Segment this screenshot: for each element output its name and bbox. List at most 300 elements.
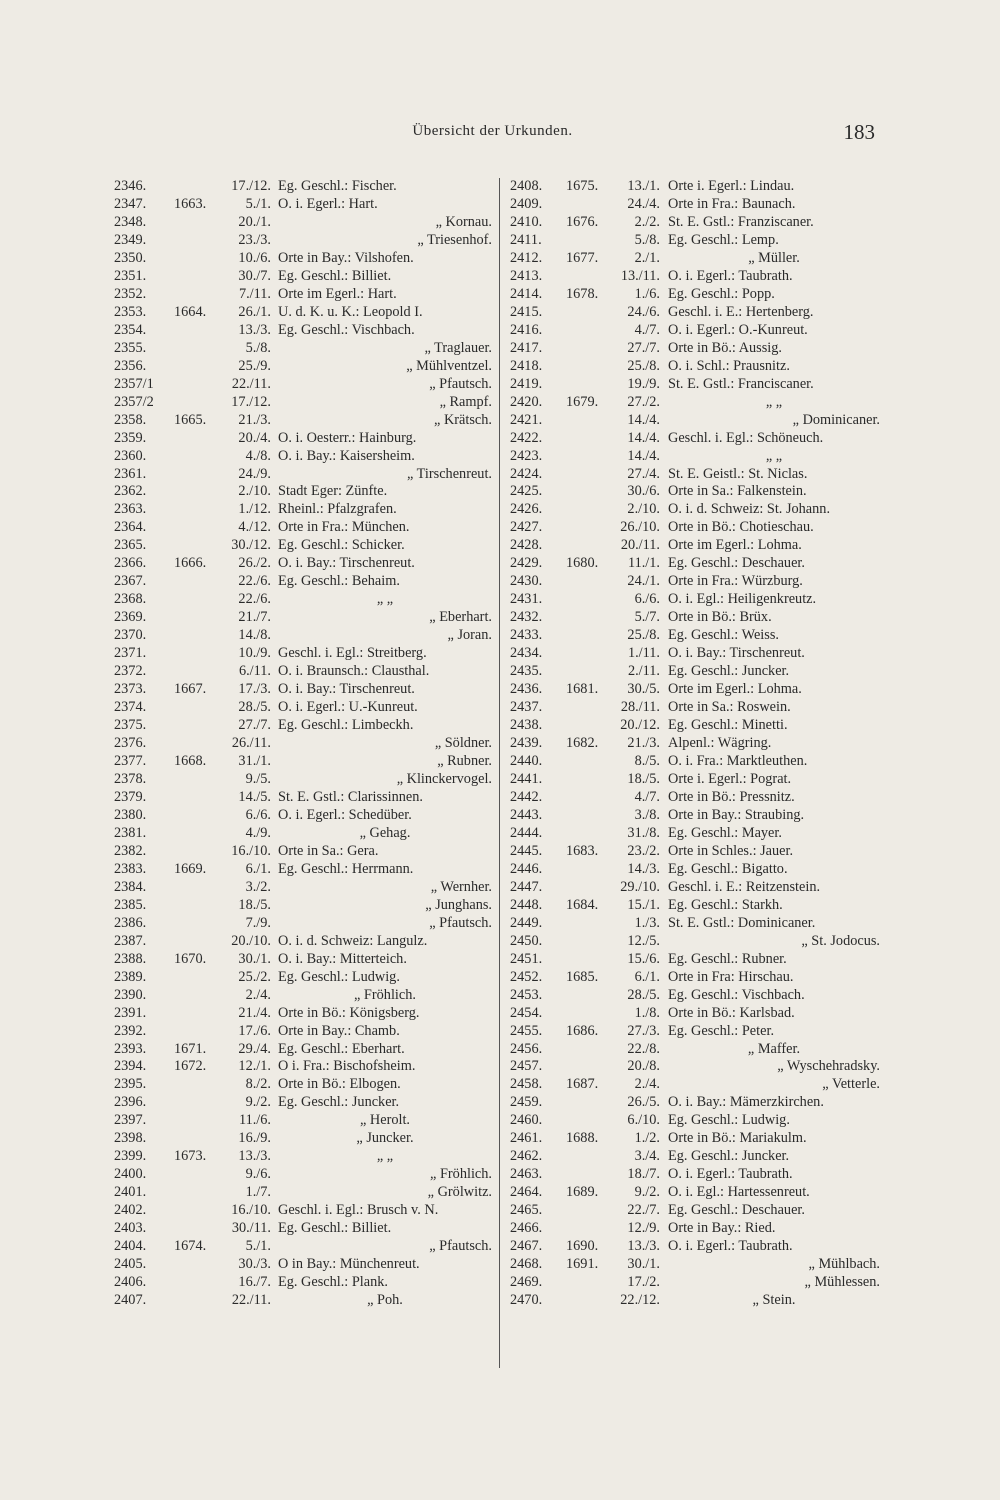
entry-date: 13./3. bbox=[627, 1238, 660, 1255]
entry-text: Eg. Geschl.: Vischbach. bbox=[278, 321, 415, 338]
document-entry-row bbox=[510, 394, 880, 412]
entry-text: Orte in Fra.: Würzburg. bbox=[668, 573, 803, 590]
entry-text: Orte in Sa.: Falkenstein. bbox=[668, 483, 807, 500]
document-entry-row bbox=[510, 1130, 880, 1148]
document-entry-row bbox=[114, 735, 492, 753]
document-entry-row bbox=[510, 969, 880, 987]
entry-number: 2377. bbox=[114, 753, 147, 769]
entry-number: 2374. bbox=[114, 699, 147, 716]
entry-text: „ Klinckervogel. bbox=[396, 770, 492, 787]
entry-year: 1672. bbox=[174, 1058, 207, 1075]
entry-text: O. i. Egerl.: Taubrath. bbox=[668, 267, 793, 284]
entry-number: 2402. bbox=[114, 1202, 147, 1219]
entry-number: 2438. bbox=[510, 717, 543, 734]
entry-date: 25./2. bbox=[238, 968, 271, 985]
entry-number: 2368. bbox=[114, 591, 147, 608]
entry-date: 26./5. bbox=[627, 1094, 660, 1111]
entry-number: 2420. bbox=[510, 393, 543, 410]
entry-number: 2436. bbox=[510, 681, 543, 698]
entry-number: 2424. bbox=[510, 465, 543, 482]
entry-number: 2358. bbox=[114, 411, 147, 428]
entry-date: 27./3. bbox=[627, 1022, 660, 1039]
entry-number: 2469. bbox=[510, 1274, 543, 1291]
document-entry-row bbox=[114, 1220, 492, 1238]
document-entry-row bbox=[114, 1148, 492, 1166]
entry-date: 1./2. bbox=[634, 1130, 660, 1147]
entry-text: Eg. Geschl.: Popp. bbox=[668, 285, 775, 302]
document-entry-row bbox=[114, 1274, 492, 1292]
entry-number: 2356. bbox=[114, 357, 147, 374]
document-entry-row bbox=[114, 286, 492, 304]
entry-year: 1675. bbox=[566, 178, 599, 194]
document-entry-row bbox=[510, 717, 880, 735]
entry-date: 1./7. bbox=[245, 1184, 271, 1201]
entry-text: Orte in Bö.: Brüx. bbox=[668, 609, 772, 626]
entry-number: 2382. bbox=[114, 842, 147, 859]
entry-date: 2./4. bbox=[245, 986, 271, 1003]
entry-date: 18./7. bbox=[627, 1166, 660, 1183]
document-entry-row bbox=[510, 466, 880, 484]
entry-date: 25./8. bbox=[627, 357, 660, 374]
entry-date: 1./8. bbox=[634, 1004, 660, 1021]
entry-text: Eg. Geschl.: Ludwig. bbox=[668, 1112, 790, 1129]
entry-text: Orte in Bö.: Pressnitz. bbox=[668, 788, 795, 805]
entry-number: 2423. bbox=[510, 447, 543, 464]
entry-date: 24./9. bbox=[238, 465, 271, 482]
document-entry-row bbox=[510, 1023, 880, 1041]
entry-text: „ Joran. bbox=[447, 627, 492, 644]
document-entry-row bbox=[510, 340, 880, 358]
entry-text: Orte im Egerl.: Lohma. bbox=[668, 537, 802, 554]
entry-date: 4./8. bbox=[245, 447, 271, 464]
entry-year: 1669. bbox=[174, 860, 207, 877]
document-entry-row bbox=[510, 609, 880, 627]
document-entry-row bbox=[114, 268, 492, 286]
entry-number: 2355. bbox=[114, 339, 147, 356]
document-entry-row bbox=[114, 753, 492, 771]
entry-year: 1684. bbox=[566, 896, 599, 913]
entry-number: 2384. bbox=[114, 878, 147, 895]
entry-text: St. E. Gstl.: Franciscaner. bbox=[668, 375, 814, 392]
entry-text: „ Traglauer. bbox=[424, 339, 492, 356]
entry-year: 1679. bbox=[566, 393, 599, 410]
entry-date: 30./3. bbox=[238, 1256, 271, 1273]
document-entry-row bbox=[114, 663, 492, 681]
document-entry-row bbox=[510, 1166, 880, 1184]
entry-number: 2441. bbox=[510, 770, 543, 787]
entry-number: 2462. bbox=[510, 1148, 543, 1165]
entry-date: 31./8. bbox=[627, 824, 660, 841]
entry-number: 2448. bbox=[510, 896, 543, 913]
entry-number: 2431. bbox=[510, 591, 543, 608]
entry-text: Orte in Bö.: Karlsbad. bbox=[668, 1004, 795, 1021]
entry-text: Eg. Geschl.: Schicker. bbox=[278, 537, 405, 554]
entry-text: Eg. Geschl.: Juncker. bbox=[668, 1148, 790, 1165]
entry-year: 1673. bbox=[174, 1148, 207, 1165]
entry-number: 2460. bbox=[510, 1112, 543, 1129]
document-entry-row bbox=[114, 861, 492, 879]
entry-year: 1685. bbox=[566, 968, 599, 985]
entry-text: Orte in Bö.: Mariakulm. bbox=[668, 1130, 807, 1147]
entry-number: 2426. bbox=[510, 501, 543, 518]
entry-date: 20./8. bbox=[627, 1058, 660, 1075]
document-entry-row bbox=[510, 1058, 880, 1076]
entry-text: Eg. Geschl.: Rubner. bbox=[668, 950, 787, 967]
entry-year: 1688. bbox=[566, 1130, 599, 1147]
entry-text: „ Pfautsch. bbox=[429, 1238, 492, 1255]
entry-date: 13./3. bbox=[238, 321, 271, 338]
entry-text: Eg. Geschl.: Starkh. bbox=[668, 896, 783, 913]
document-entry-row bbox=[114, 1202, 492, 1220]
running-head: Übersicht der Urkunden. bbox=[412, 123, 573, 139]
entry-text: U. d. K. u. K.: Leopold I. bbox=[278, 303, 423, 320]
document-entry-row bbox=[510, 555, 880, 573]
entry-text: „ Juncker. bbox=[356, 1130, 414, 1147]
entry-date: 4./9. bbox=[245, 824, 271, 841]
entry-text: Alpenl.: Wägring. bbox=[668, 735, 772, 752]
document-entry-row bbox=[510, 897, 880, 915]
document-entry-row bbox=[510, 735, 880, 753]
entry-text: „ Gehag. bbox=[359, 824, 411, 841]
entry-text: O. i. Bay.: Mämerzkirchen. bbox=[668, 1094, 824, 1111]
entry-date: 8./2. bbox=[245, 1076, 271, 1093]
entry-number: 2386. bbox=[114, 914, 147, 931]
entry-number: 2373. bbox=[114, 681, 147, 698]
document-entry-row bbox=[114, 1184, 492, 1202]
document-entry-row bbox=[114, 412, 492, 430]
entry-date: 21./4. bbox=[238, 1004, 271, 1021]
entry-number: 2428. bbox=[510, 537, 543, 554]
document-entry-row bbox=[510, 214, 880, 232]
entry-date: 30./7. bbox=[238, 267, 271, 284]
entry-number: 2391. bbox=[114, 1004, 147, 1021]
entry-number: 2465. bbox=[510, 1202, 543, 1219]
entry-date: 2./11. bbox=[627, 663, 660, 680]
entry-date: 5./8. bbox=[634, 231, 660, 248]
document-entry-row bbox=[114, 987, 492, 1005]
entry-number: 2422. bbox=[510, 429, 543, 446]
entry-date: 22./8. bbox=[627, 1040, 660, 1057]
entry-date: 27./2. bbox=[627, 393, 660, 410]
entry-number: 2376. bbox=[114, 735, 147, 752]
document-entry-row bbox=[510, 196, 880, 214]
document-entry-row bbox=[510, 1112, 880, 1130]
entry-date: 14./5. bbox=[238, 788, 271, 805]
entry-number: 2378. bbox=[114, 770, 147, 787]
entry-date: 9./6. bbox=[245, 1166, 271, 1183]
document-entry-row bbox=[510, 987, 880, 1005]
entry-number: 2412. bbox=[510, 249, 543, 266]
document-entry-row bbox=[510, 933, 880, 951]
entry-date: 30./1. bbox=[627, 1256, 660, 1273]
entry-number: 2393. bbox=[114, 1040, 147, 1057]
entry-number: 2440. bbox=[510, 753, 543, 769]
entry-year: 1682. bbox=[566, 735, 599, 752]
document-entry-row bbox=[510, 232, 880, 250]
entry-number: 2366. bbox=[114, 555, 147, 572]
entry-date: 25./9. bbox=[238, 357, 271, 374]
entry-year: 1665. bbox=[174, 411, 207, 428]
entry-text: O. i. Egerl.: U.-Kunreut. bbox=[278, 699, 418, 716]
entry-text: Geschl. i. Egl.: Streitberg. bbox=[278, 645, 427, 662]
entry-number: 2419. bbox=[510, 375, 543, 392]
entry-date: 15./6. bbox=[627, 950, 660, 967]
document-entry-row bbox=[510, 915, 880, 933]
document-entry-row bbox=[114, 609, 492, 627]
entry-date: 27./7. bbox=[627, 339, 660, 356]
entry-text: „ Fröhlich. bbox=[430, 1166, 492, 1183]
entry-text: Orte in Bö.: Elbogen. bbox=[278, 1076, 401, 1093]
document-entry-row bbox=[510, 627, 880, 645]
entry-date: 3./8. bbox=[634, 806, 660, 823]
entry-text: „ Pfautsch. bbox=[429, 914, 492, 931]
entry-text: „ Fröhlich. bbox=[354, 986, 416, 1003]
entry-text: „ Rampf. bbox=[439, 393, 492, 410]
entry-number: 2459. bbox=[510, 1094, 543, 1111]
entry-year: 1671. bbox=[174, 1040, 207, 1057]
entry-number: 2392. bbox=[114, 1022, 147, 1039]
entry-date: 20./4. bbox=[238, 429, 271, 446]
entry-number: 2372. bbox=[114, 663, 147, 680]
entry-text: „ Tirschenreut. bbox=[407, 465, 492, 482]
entry-date: 6./6. bbox=[245, 806, 271, 823]
entry-number: 2464. bbox=[510, 1184, 543, 1201]
entry-date: 9./2. bbox=[634, 1184, 660, 1201]
entry-text: Orte in Bö.: Aussig. bbox=[668, 339, 782, 356]
entry-text: Eg. Geschl.: Billiet. bbox=[278, 1220, 392, 1237]
entry-date: 20./1. bbox=[238, 213, 271, 230]
entry-year: 1686. bbox=[566, 1022, 599, 1039]
document-entry-row bbox=[114, 1130, 492, 1148]
entry-date: 20./11. bbox=[620, 537, 660, 554]
document-entry-row bbox=[510, 412, 880, 430]
entry-date: 16./9. bbox=[238, 1130, 271, 1147]
entry-number: 2410. bbox=[510, 213, 543, 230]
entry-number: 2461. bbox=[510, 1130, 543, 1147]
entry-text: Orte in Bö.: Königsberg. bbox=[278, 1004, 420, 1021]
entry-text: Orte in Sa.: Gera. bbox=[278, 842, 379, 859]
entry-text: „ St. Jodocus. bbox=[801, 932, 880, 949]
entry-date: 29./10. bbox=[620, 878, 660, 895]
entry-text: „ Wernher. bbox=[430, 878, 492, 895]
document-entry-row bbox=[114, 771, 492, 789]
entry-date: 6./11. bbox=[238, 663, 271, 680]
entry-date: 14./4. bbox=[627, 411, 660, 428]
document-entry-row bbox=[510, 1184, 880, 1202]
entry-number: 2406. bbox=[114, 1274, 147, 1291]
document-entry-row bbox=[510, 430, 880, 448]
entry-date: 23./2. bbox=[627, 842, 660, 859]
entry-date: 22./7. bbox=[627, 1202, 660, 1219]
entry-number: 2403. bbox=[114, 1220, 147, 1237]
document-entry-row bbox=[510, 951, 880, 969]
entry-number: 2363. bbox=[114, 501, 147, 518]
entry-date: 14./4. bbox=[627, 429, 660, 446]
entry-number: 2466. bbox=[510, 1220, 543, 1237]
document-entry-row bbox=[510, 304, 880, 322]
document-entry-row bbox=[114, 304, 492, 322]
entry-year: 1670. bbox=[174, 950, 207, 967]
entry-text: „ Junghans. bbox=[425, 896, 492, 913]
document-entry-row bbox=[510, 1094, 880, 1112]
entry-number: 2350. bbox=[114, 249, 147, 266]
entry-date: 4./12. bbox=[238, 519, 271, 536]
document-entry-row bbox=[114, 1112, 492, 1130]
document-entry-row bbox=[114, 591, 492, 609]
document-entry-row bbox=[114, 178, 492, 196]
entry-date: 17./2. bbox=[627, 1274, 660, 1291]
entry-number: 2365. bbox=[114, 537, 147, 554]
document-entry-row bbox=[510, 448, 880, 466]
entry-number: 2451. bbox=[510, 950, 543, 967]
entry-number: 2389. bbox=[114, 968, 147, 985]
document-entry-row bbox=[510, 483, 880, 501]
entry-number: 2417. bbox=[510, 339, 543, 356]
entry-number: 2354. bbox=[114, 321, 147, 338]
entry-year: 1691. bbox=[566, 1256, 599, 1273]
entry-number: 2387. bbox=[114, 932, 147, 949]
entry-text: „ Wyschehradsky. bbox=[777, 1058, 880, 1075]
entry-text: Eg. Geschl.: Peter. bbox=[668, 1022, 775, 1039]
entry-date: 22./6. bbox=[238, 573, 271, 590]
entry-date: 21./7. bbox=[238, 609, 271, 626]
right-column bbox=[510, 178, 880, 1310]
entry-text: St. E. Gstl.: Franziscaner. bbox=[668, 213, 814, 230]
entry-year: 1663. bbox=[174, 195, 207, 212]
entry-number: 2385. bbox=[114, 896, 147, 913]
entry-number: 2375. bbox=[114, 717, 147, 734]
document-entry-row bbox=[114, 1238, 492, 1256]
entry-date: 3./2. bbox=[245, 878, 271, 895]
entry-number: 2468. bbox=[510, 1256, 543, 1273]
entry-number: 2357/2 bbox=[114, 393, 154, 410]
entry-date: 18./5. bbox=[238, 896, 271, 913]
entry-date: 4./7. bbox=[634, 321, 660, 338]
entry-text: Eg. Geschl.: Herrmann. bbox=[278, 860, 414, 877]
entry-number: 2418. bbox=[510, 357, 543, 374]
entry-number: 2447. bbox=[510, 878, 543, 895]
entry-number: 2396. bbox=[114, 1094, 147, 1111]
entry-date: 28./5. bbox=[238, 699, 271, 716]
entry-date: 26./10. bbox=[620, 519, 660, 536]
entry-date: 5./1. bbox=[245, 1238, 271, 1255]
entry-date: 13./1. bbox=[627, 178, 660, 194]
entry-text: „ Maffer. bbox=[747, 1040, 801, 1057]
entry-date: 5./7. bbox=[634, 609, 660, 626]
entry-text: Eg. Geschl.: Billiet. bbox=[278, 267, 392, 284]
entry-date: 7./9. bbox=[245, 914, 271, 931]
page-header bbox=[110, 120, 875, 144]
entry-text: O. i. Bay.: Mitterteich. bbox=[278, 950, 407, 967]
document-entry-row bbox=[114, 879, 492, 897]
document-entry-row bbox=[510, 1148, 880, 1166]
entry-number: 2444. bbox=[510, 824, 543, 841]
document-entry-row bbox=[510, 178, 880, 196]
entry-text: O in Bay.: Münchenreut. bbox=[278, 1256, 420, 1273]
entry-number: 2457. bbox=[510, 1058, 543, 1075]
entry-number: 2449. bbox=[510, 914, 543, 931]
entry-date: 2./10. bbox=[627, 501, 660, 518]
entry-number: 2359. bbox=[114, 429, 147, 446]
entry-date: 28./11. bbox=[620, 699, 660, 716]
document-entry-row bbox=[510, 1220, 880, 1238]
entry-number: 2347. bbox=[114, 195, 147, 212]
entry-date: 1./3. bbox=[634, 914, 660, 931]
document-entry-row bbox=[114, 1041, 492, 1059]
entry-text: Geschl. i. Egl.: Schöneuch. bbox=[668, 429, 824, 446]
entry-number: 2433. bbox=[510, 627, 543, 644]
document-entry-row bbox=[510, 789, 880, 807]
entry-text: „ Dominicaner. bbox=[792, 411, 880, 428]
entry-text: Orte in Bay.: Straubing. bbox=[668, 806, 805, 823]
entry-date: 17./12. bbox=[231, 393, 271, 410]
document-entry-row bbox=[114, 969, 492, 987]
entry-text: Geschl. i. E.: Hertenberg. bbox=[668, 303, 814, 320]
entry-date: 20./10. bbox=[231, 932, 271, 949]
left-column bbox=[114, 178, 492, 1310]
entry-date: 2./2. bbox=[634, 213, 660, 230]
document-entry-row bbox=[510, 1274, 880, 1292]
entry-text: „ Krätsch. bbox=[434, 411, 492, 428]
document-entry-row bbox=[510, 591, 880, 609]
entry-date: 2./10. bbox=[238, 483, 271, 500]
entry-year: 1668. bbox=[174, 753, 207, 769]
entry-number: 2401. bbox=[114, 1184, 147, 1201]
document-entry-row bbox=[114, 466, 492, 484]
entry-number: 2427. bbox=[510, 519, 543, 536]
entry-year: 1664. bbox=[174, 303, 207, 320]
entry-number: 2370. bbox=[114, 627, 147, 644]
entry-text: Eg. Geschl.: Ludwig. bbox=[278, 968, 400, 985]
document-entry-row bbox=[114, 1076, 492, 1094]
entry-date: 8./5. bbox=[634, 753, 660, 769]
entry-text: Orte in Bö.: Chotieschau. bbox=[668, 519, 814, 536]
document-entry-row bbox=[510, 1005, 880, 1023]
entry-text: Stadt Eger: Zünfte. bbox=[278, 483, 388, 500]
entry-number: 2346. bbox=[114, 178, 147, 194]
entry-date: 14./3. bbox=[627, 860, 660, 877]
entry-date: 6./1. bbox=[634, 968, 660, 985]
entry-text: Orte in Schles.: Jauer. bbox=[668, 842, 794, 859]
entry-date: 29./4. bbox=[238, 1040, 271, 1057]
entry-number: 2390. bbox=[114, 986, 147, 1003]
entry-date: 6./6. bbox=[634, 591, 660, 608]
entry-number: 2395. bbox=[114, 1076, 147, 1093]
entry-text: Orte in Fra.: München. bbox=[278, 519, 410, 536]
entry-number: 2399. bbox=[114, 1148, 147, 1165]
entry-text: O. i. d. Schweiz: Langulz. bbox=[278, 932, 428, 949]
document-entry-row bbox=[114, 789, 492, 807]
entry-number: 2404. bbox=[114, 1238, 147, 1255]
entry-text: O. i. Oesterr.: Hainburg. bbox=[278, 429, 417, 446]
entry-date: 7./11. bbox=[238, 285, 271, 302]
entry-date: 11./6. bbox=[238, 1112, 271, 1129]
document-entry-row bbox=[114, 196, 492, 214]
entry-date: 20./12. bbox=[620, 717, 660, 734]
entry-text: „ Müller. bbox=[748, 249, 800, 266]
entry-number: 2360. bbox=[114, 447, 147, 464]
entry-number: 2398. bbox=[114, 1130, 147, 1147]
entry-year: 1676. bbox=[566, 213, 599, 230]
entry-text: O. i. Schl.: Prausnitz. bbox=[668, 357, 790, 374]
entry-number: 2397. bbox=[114, 1112, 147, 1129]
entry-date: 2./4. bbox=[634, 1076, 660, 1093]
entry-text: „ Triesenhof. bbox=[417, 231, 492, 248]
entry-date: 16./7. bbox=[238, 1274, 271, 1291]
entry-date: 22./12. bbox=[620, 1292, 660, 1309]
document-entry-row bbox=[114, 394, 492, 412]
entry-text: Eg. Geschl.: Deschauer. bbox=[668, 555, 805, 572]
